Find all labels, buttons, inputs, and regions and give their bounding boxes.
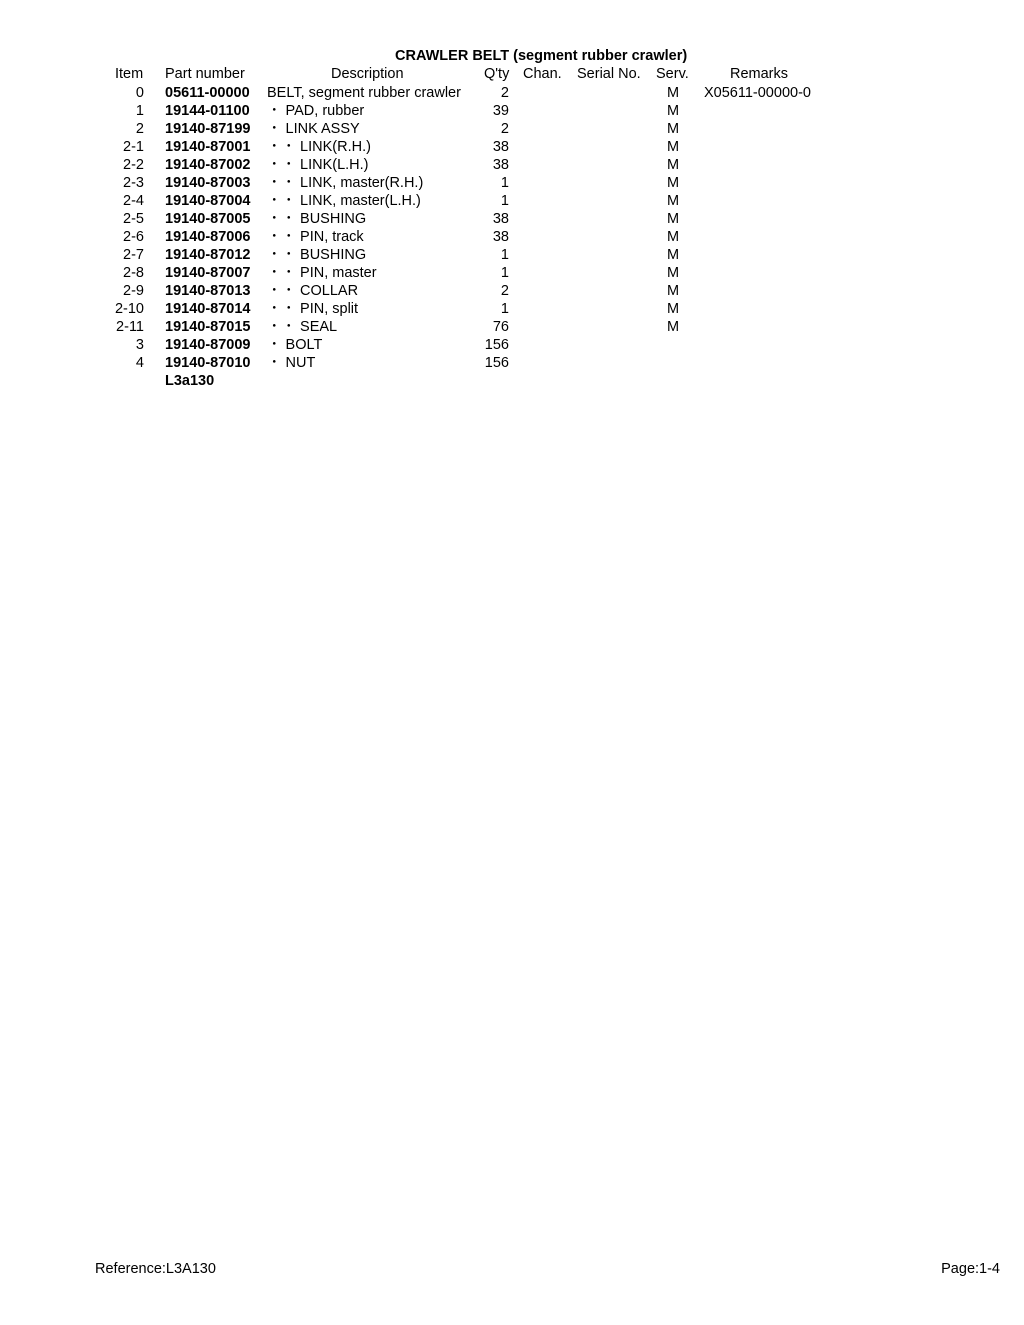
part-number: 05611-00000 [165, 85, 250, 101]
remarks: X05611-00000-0 [704, 85, 811, 101]
part-number: 19140-87006 [165, 229, 251, 245]
part-number: 19140-87013 [165, 283, 251, 299]
table-row [0, 318, 1024, 336]
part-number: 19140-87199 [165, 121, 251, 137]
description: ・・ BUSHING [267, 247, 367, 263]
quantity: 2 [500, 85, 509, 101]
quantity: 1 [500, 247, 509, 263]
item-number: 2 [135, 121, 144, 137]
table-row [0, 84, 1024, 102]
part-number: 19144-01100 [165, 103, 250, 119]
document-title: CRAWLER BELT (segment rubber crawler) [395, 48, 688, 64]
service-code: M [667, 211, 680, 227]
service-code: M [667, 103, 680, 119]
quantity: 1 [500, 265, 509, 281]
part-number: 19140-87010 [165, 355, 251, 371]
table-row [0, 192, 1024, 210]
table-row [0, 138, 1024, 156]
table-row [0, 300, 1024, 318]
item-number: 1 [135, 103, 144, 119]
quantity: 38 [492, 157, 509, 173]
quantity: 39 [492, 103, 509, 119]
item-number: 2-5 [123, 211, 144, 227]
table-row [0, 372, 1024, 390]
item-number: 2-10 [114, 301, 144, 317]
description: ・ LINK ASSY [267, 121, 360, 137]
description: ・・ PIN, master [267, 265, 377, 281]
header-remarks: Remarks [730, 66, 789, 82]
header-qty: Q'ty [484, 66, 510, 82]
item-number: 2-2 [123, 157, 144, 173]
service-code: M [667, 85, 680, 101]
part-number: L3a130 [165, 373, 215, 389]
quantity: 2 [500, 121, 509, 137]
part-number: 19140-87009 [165, 337, 251, 353]
header-item: Item [115, 66, 144, 82]
quantity: 156 [484, 337, 509, 353]
part-number: 19140-87005 [165, 211, 251, 227]
part-number: 19140-87004 [165, 193, 251, 209]
service-code: M [667, 121, 680, 137]
header-description: Description [331, 66, 404, 82]
service-code: M [667, 319, 680, 335]
service-code: M [667, 157, 680, 173]
description: ・ NUT [267, 355, 316, 371]
description: BELT, segment rubber crawler [267, 85, 461, 101]
part-number: 19140-87015 [165, 319, 251, 335]
item-number: 0 [135, 85, 144, 101]
description: ・・ SEAL [267, 319, 338, 335]
part-number: 19140-87001 [165, 139, 251, 155]
service-code: M [667, 265, 680, 281]
quantity: 1 [500, 193, 509, 209]
header-chan: Chan. [523, 66, 562, 82]
table-row [0, 264, 1024, 282]
table-row [0, 336, 1024, 354]
table-row [0, 282, 1024, 300]
description: ・ PAD, rubber [267, 103, 365, 119]
table-row [0, 120, 1024, 138]
part-number: 19140-87003 [165, 175, 251, 191]
item-number: 2-6 [123, 229, 144, 245]
quantity: 38 [492, 211, 509, 227]
table-row [0, 354, 1024, 372]
service-code: M [667, 229, 680, 245]
table-row [0, 102, 1024, 120]
header-serial-no: Serial No. [577, 66, 641, 82]
description: ・・ LINK, master(L.H.) [267, 193, 421, 209]
item-number: 2-11 [116, 319, 144, 335]
item-number: 2-9 [123, 283, 144, 299]
quantity: 76 [492, 319, 509, 335]
service-code: M [667, 301, 680, 317]
service-code: M [667, 283, 680, 299]
part-number: 19140-87002 [165, 157, 251, 173]
header-serv: Serv. [656, 66, 689, 82]
header-part-number: Part number [165, 66, 245, 82]
table-row [0, 228, 1024, 246]
quantity: 38 [492, 229, 509, 245]
table-row [0, 210, 1024, 228]
description: ・・ BUSHING [267, 211, 367, 227]
description: ・ BOLT [267, 337, 323, 353]
table-row [0, 246, 1024, 264]
table-row [0, 174, 1024, 192]
item-number: 2-3 [123, 175, 144, 191]
description: ・・ LINK(L.H.) [267, 157, 369, 173]
item-number: 3 [135, 337, 144, 353]
item-number: 4 [135, 355, 144, 371]
footer-page-number: Page:1-4 [941, 1261, 1000, 1277]
item-number: 2-4 [123, 193, 144, 209]
quantity: 38 [492, 139, 509, 155]
quantity: 156 [484, 355, 509, 371]
quantity: 1 [500, 175, 509, 191]
table-row [0, 156, 1024, 174]
part-number: 19140-87007 [165, 265, 251, 281]
description: ・・ PIN, split [267, 301, 359, 317]
description: ・・ COLLAR [267, 283, 359, 299]
quantity: 1 [500, 301, 509, 317]
description: ・・ LINK, master(R.H.) [267, 175, 424, 191]
service-code: M [667, 247, 680, 263]
parts-table [0, 84, 1024, 390]
description: ・・ PIN, track [267, 229, 364, 245]
item-number: 2-7 [123, 247, 144, 263]
quantity: 2 [500, 283, 509, 299]
service-code: M [667, 139, 680, 155]
service-code: M [667, 175, 680, 191]
part-number: 19140-87012 [165, 247, 251, 263]
part-number: 19140-87014 [165, 301, 251, 317]
item-number: 2-8 [123, 265, 144, 281]
item-number: 2-1 [123, 139, 144, 155]
description: ・・ LINK(R.H.) [267, 139, 371, 155]
service-code: M [667, 193, 680, 209]
footer-reference: Reference:L3A130 [95, 1261, 216, 1277]
